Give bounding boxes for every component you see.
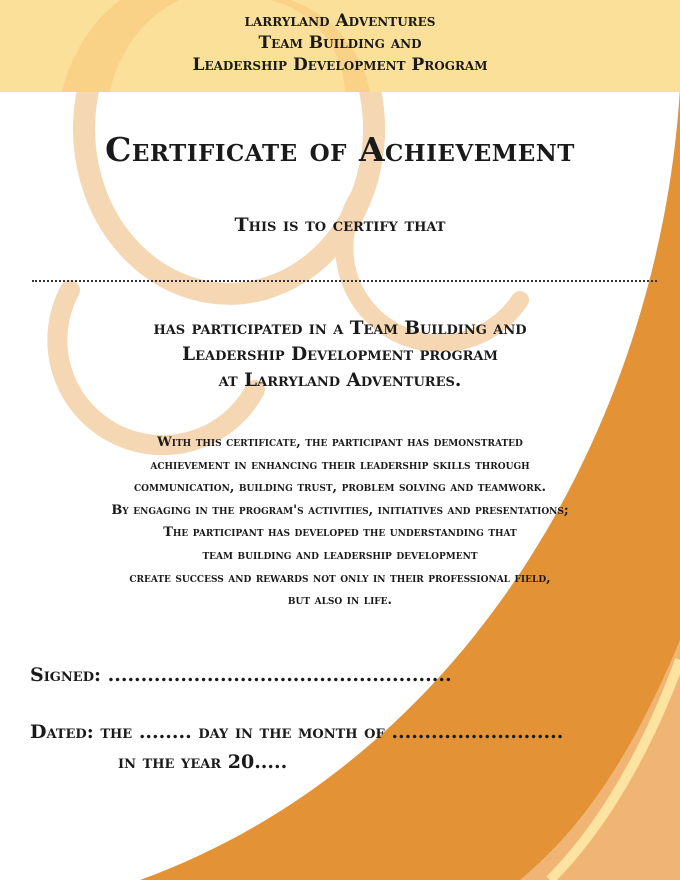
- dated-line: Dated: the ........ day in the month of ..........................: [30, 721, 564, 743]
- recipient-name-line: [32, 280, 657, 282]
- body-line: By engaging in the program's activities, initiatives and presentations;: [111, 502, 569, 518]
- certificate-body: [0, 432, 680, 613]
- header-line-1: larryland Adventures: [244, 11, 436, 31]
- header-line-3: Leadership Development Program: [192, 55, 488, 75]
- certify-subtitle: This is to certify that: [234, 214, 446, 236]
- participation-statement: [0, 316, 680, 394]
- body-line: The participant has developed the understanding that: [163, 525, 517, 541]
- body-line: achievement in enhancing their leadership skills through: [150, 457, 530, 473]
- certificate-title: Certificate of Achievement: [105, 130, 575, 169]
- year-line: in the year 20.....: [118, 751, 288, 773]
- body-line: but also in life.: [287, 593, 393, 609]
- body-line: With this certificate, the participant has demonstrated: [157, 435, 523, 450]
- header-line-2: Team Building and: [258, 33, 422, 53]
- signed-line: Signed: ....................................................: [30, 664, 452, 686]
- statement-line: Leadership Development program: [182, 344, 498, 365]
- body-line: team building and leadership development: [202, 547, 478, 563]
- statement-line: at Larryland Adventures.: [218, 370, 462, 391]
- body-line: communication, building trust, problem solving and teamwork.: [133, 480, 547, 496]
- header: [0, 10, 680, 76]
- body-line: create success and rewards not only in their professional field,: [129, 570, 551, 586]
- statement-line: has participated in a Team Building and: [153, 318, 527, 339]
